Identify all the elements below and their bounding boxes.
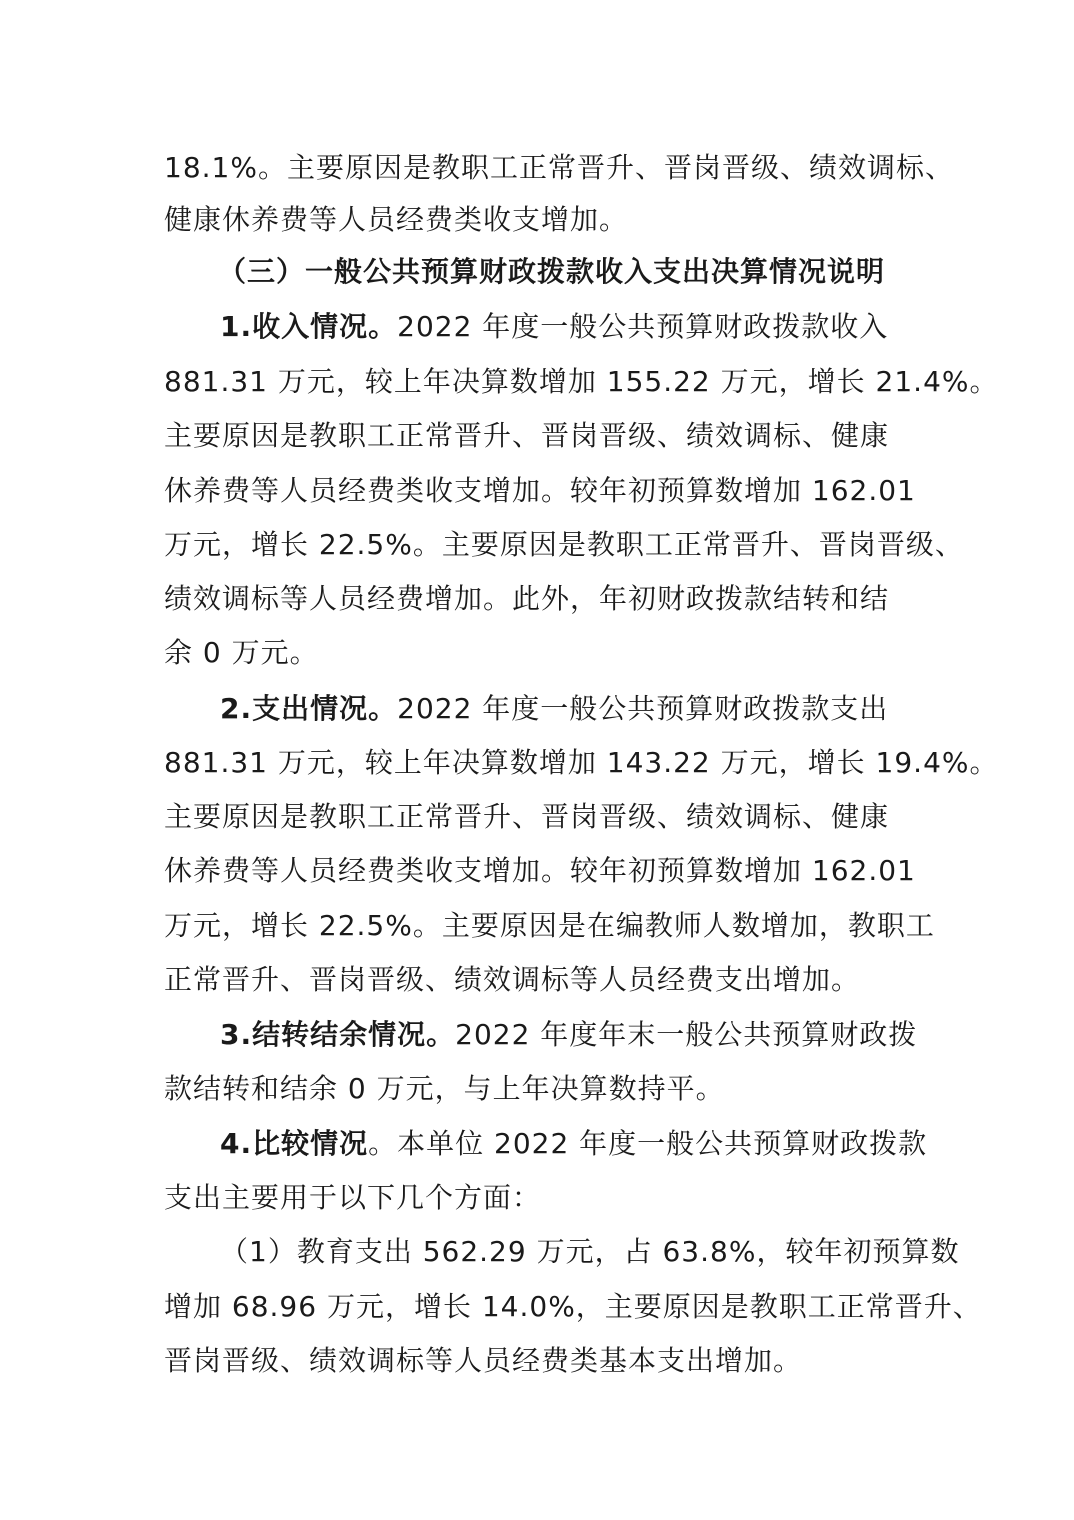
paragraph-line: 万元，增长 22.5%。主要原因是教职工正常晋升、晋岗晋级、: [164, 528, 964, 561]
paragraph-line: 18.1%。主要原因是教职工正常晋升、晋岗晋级、绩效调标、: [164, 151, 954, 184]
paragraph-line: 正常晋升、晋岗晋级、绩效调标等人员经费支出增加。: [164, 963, 861, 996]
paragraph-line: 881.31 万元，较上年决算数增加 143.22 万元，增长 19.4%。: [164, 746, 999, 779]
paragraph-line: 4.比较情况。本单位 2022 年度一般公共预算财政拨款: [220, 1127, 928, 1160]
paragraph-line: 休养费等人员经费类收支增加。较年初预算数增加 162.01: [164, 474, 916, 507]
subheading-expense: 2.支出情况。: [220, 692, 398, 725]
paragraph-line: 主要原因是教职工正常晋升、晋岗晋级、绩效调标、健康: [164, 800, 890, 833]
paragraph-line: 余 0 万元。: [164, 636, 319, 669]
subheading-income: 1.收入情况。: [220, 310, 398, 343]
paragraph-line: 晋岗晋级、绩效调标等人员经费类基本支出增加。: [164, 1344, 803, 1377]
paragraph-line: 3.结转结余情况。2022 年度年末一般公共预算财政拨: [220, 1018, 918, 1051]
paragraph-line: 881.31 万元，较上年决算数增加 155.22 万元，增长 21.4%。: [164, 365, 999, 398]
paragraph-line: 绩效调标等人员经费增加。此外，年初财政拨款结转和结: [164, 582, 890, 615]
paragraph-line: 支出主要用于以下几个方面：: [164, 1181, 542, 1214]
paragraph-line: 1.收入情况。2022 年度一般公共预算财政拨款收入: [220, 310, 889, 343]
paragraph-line: 万元，增长 22.5%。主要原因是在编教师人数增加，教职工: [164, 909, 935, 942]
paragraph-line: 款结转和结余 0 万元，与上年决算数持平。: [164, 1072, 725, 1105]
paragraph-line: 休养费等人员经费类收支增加。较年初预算数增加 162.01: [164, 854, 916, 887]
paragraph-line: 2.支出情况。2022 年度一般公共预算财政拨款支出: [220, 692, 889, 725]
paragraph-line: （1）教育支出 562.29 万元，占 63.8%，较年初预算数: [220, 1235, 960, 1268]
section-heading: （三）一般公共预算财政拨款收入支出决算情况说明: [218, 255, 886, 288]
subheading-carryover: 3.结转结余情况。: [220, 1018, 456, 1051]
subheading-comparison: 4.比较情况: [220, 1127, 369, 1160]
paragraph-line: 增加 68.96 万元，增长 14.0%，主要原因是教职工正常晋升、: [164, 1290, 982, 1323]
paragraph-line: 主要原因是教职工正常晋升、晋岗晋级、绩效调标、健康: [164, 419, 890, 452]
paragraph-line: 健康休养费等人员经费类收支增加。: [164, 203, 629, 236]
